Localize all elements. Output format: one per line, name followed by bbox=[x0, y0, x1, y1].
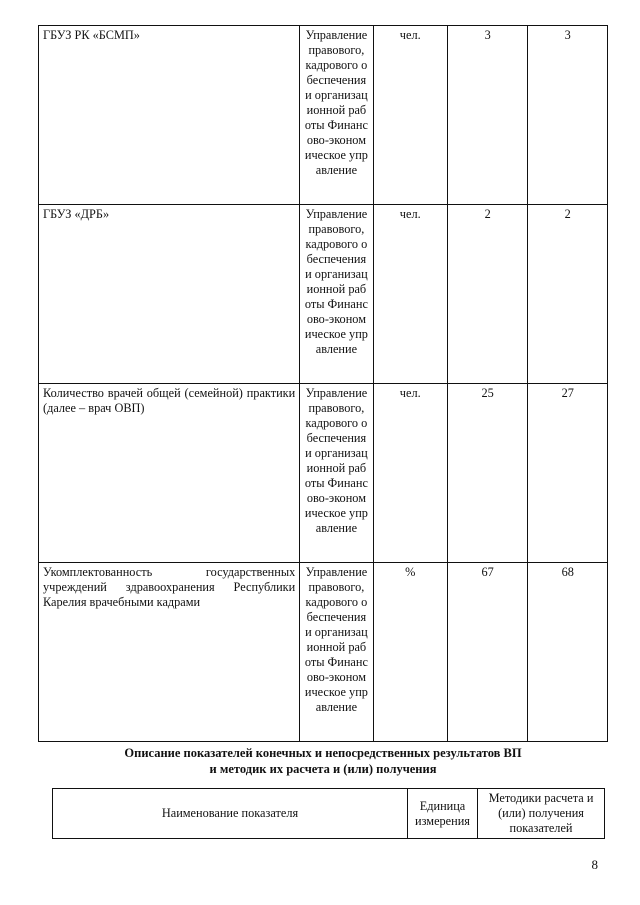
indicator-value-1: 67 bbox=[447, 563, 528, 742]
section-heading bbox=[38, 745, 608, 777]
unit-of-measure: чел. bbox=[373, 26, 447, 205]
indicator-value-1: 2 bbox=[447, 205, 528, 384]
table-row bbox=[39, 205, 608, 384]
indicator-value-2: 3 bbox=[528, 26, 608, 205]
header-unit: Единица измерения bbox=[408, 789, 478, 839]
unit-of-measure: чел. bbox=[373, 384, 447, 563]
indicator-name: Укомплектованность государственных учреждений здравоохранения Республики Карелия врачебными кадрами bbox=[39, 563, 300, 742]
responsible-department: Управление правового, кадрового обеспечения и организационной работы Финансово-экономическое управление bbox=[300, 26, 373, 205]
unit-of-measure: % bbox=[373, 563, 447, 742]
responsible-department: Управление правового, кадрового обеспечения и организационной работы Финансово-экономическое управление bbox=[300, 205, 373, 384]
table-row bbox=[39, 563, 608, 742]
indicator-value-2: 27 bbox=[528, 384, 608, 563]
header-method: Методики расчета и (или) получения показателей bbox=[478, 789, 605, 839]
indicator-name: Количество врачей общей (семейной) практики (далее – врач ОВП) bbox=[39, 384, 300, 563]
table-row bbox=[39, 384, 608, 563]
indicator-value-2: 68 bbox=[528, 563, 608, 742]
table-header-row bbox=[53, 789, 605, 839]
indicator-value-1: 25 bbox=[447, 384, 528, 563]
indicator-value-2: 2 bbox=[528, 205, 608, 384]
table-row bbox=[39, 26, 608, 205]
responsible-department: Управление правового, кадрового обеспечения и организационной работы Финансово-экономическое управление bbox=[300, 563, 373, 742]
methods-table bbox=[52, 788, 605, 839]
indicator-name: ГБУЗ «ДРБ» bbox=[39, 205, 300, 384]
responsible-department: Управление правового, кадрового обеспечения и организационной работы Финансово-экономическое управление bbox=[300, 384, 373, 563]
section-heading-line-2: и методик их расчета и (или) получения bbox=[209, 762, 437, 776]
unit-of-measure: чел. bbox=[373, 205, 447, 384]
indicators-table bbox=[38, 25, 608, 742]
indicator-name: ГБУЗ РК «БСМП» bbox=[39, 26, 300, 205]
section-heading-line-1: Описание показателей конечных и непосредственных результатов ВП bbox=[124, 746, 522, 760]
header-indicator-name: Наименование показателя bbox=[53, 789, 408, 839]
page-number: 8 bbox=[591, 857, 598, 872]
indicator-value-1: 3 bbox=[447, 26, 528, 205]
